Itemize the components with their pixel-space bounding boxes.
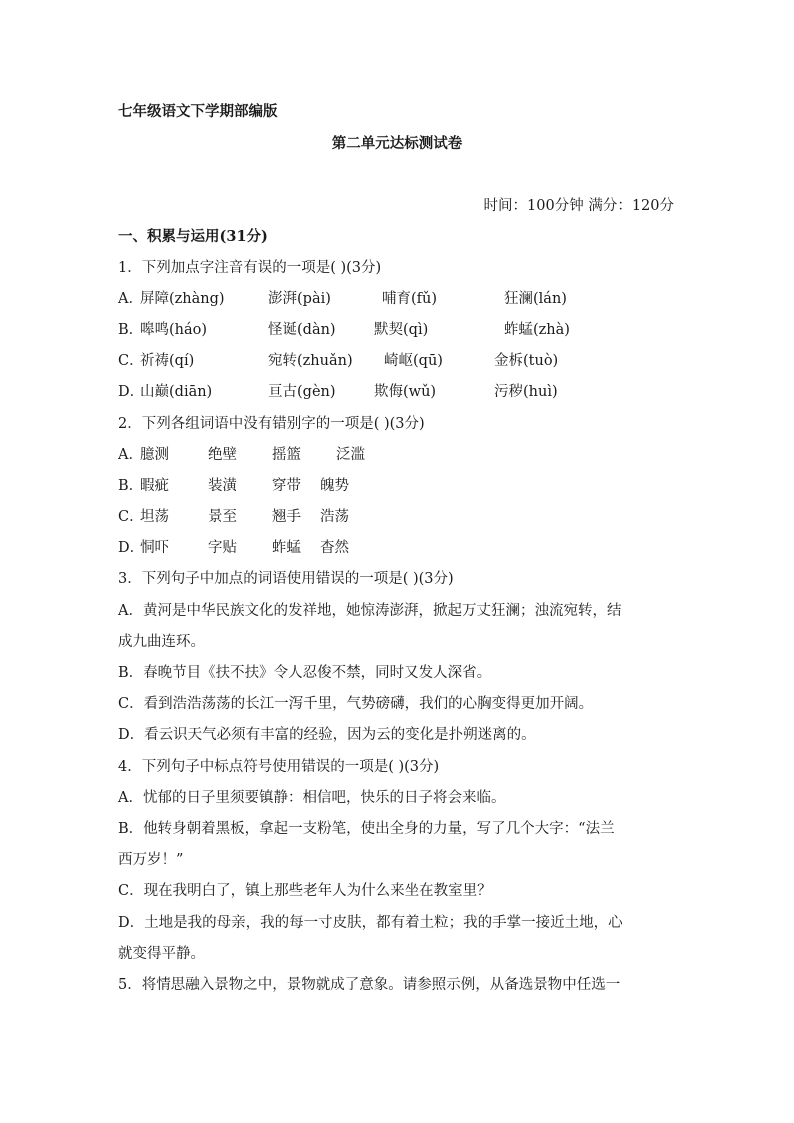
option-item: 欺侮(wǔ) [374, 384, 437, 400]
option-label: D． [118, 540, 145, 556]
option-item: 亘古(gèn) [268, 384, 336, 400]
q4-option-b-cont: 西万岁！” [118, 852, 184, 868]
q4-option-b: B．他转身朝着黑板，拿起一支粉笔，使出全身的力量，写了几个大字：“法兰 [118, 821, 615, 837]
option-item: 绝壁 [208, 447, 237, 463]
option-item: 哺育(fǔ) [382, 291, 438, 307]
option-item: 默契(qì) [374, 322, 429, 338]
option-item: 宛转(zhuǎn) [268, 353, 353, 369]
option-item: 杳然 [320, 540, 349, 556]
option-item: 狂澜(lán) [504, 291, 567, 307]
q4-option-c: C．现在我明白了，镇上那些老年人为什么来坐在教室里？ [118, 883, 492, 899]
option-item: 崎岖(qū) [384, 353, 443, 369]
option-label: B． [118, 322, 144, 338]
option-item: 澎湃(pài) [268, 291, 331, 307]
option-item: 屏障(zhàng) [140, 291, 225, 307]
option-item: 山巅(diān) [140, 384, 213, 400]
q3-option-a-cont: 成九曲连环。 [118, 634, 205, 650]
option-item: 祈祷(qí) [140, 353, 195, 369]
option-item: 穿带 [272, 478, 301, 494]
course-label: 七年级语文下学期部编版 [118, 103, 278, 120]
option-item: 字贴 [208, 540, 237, 556]
q4-option-a: A．忧郁的日子里须要镇静：相信吧，快乐的日子将会来临。 [118, 790, 506, 806]
option-item: 魄势 [320, 478, 349, 494]
q4-stem: 4．下列句子中标点符号使用错误的一项是( )(3分) [118, 759, 440, 775]
option-item: 蚱蜢 [272, 540, 301, 556]
option-label: A． [118, 447, 143, 463]
option-label: D． [118, 384, 145, 400]
q4-option-d-cont: 就变得平静。 [118, 946, 205, 962]
option-label: A． [118, 291, 143, 307]
option-label: C． [118, 353, 144, 369]
option-label: B． [118, 478, 144, 494]
option-item: 浩荡 [320, 509, 349, 525]
q4-option-d: D．土地是我的母亲，我的每一寸皮肤，都有着土粒；我的手掌一接近土地，心 [118, 915, 623, 931]
option-item: 污秽(huì) [494, 384, 558, 400]
option-item: 臆测 [140, 447, 169, 463]
option-item: 坦荡 [140, 509, 169, 525]
option-label: C． [118, 509, 144, 525]
section-heading: 一、积累与运用(31分) [118, 228, 268, 245]
q3-stem: 3．下列句子中加点的词语使用错误的一项是( )(3分) [118, 571, 454, 587]
option-item: 景至 [208, 509, 237, 525]
option-item: 嗥鸣(háo) [140, 322, 208, 338]
option-item: 翘手 [272, 509, 301, 525]
option-item: 装潢 [208, 478, 237, 494]
q3-option-c: C．看到浩浩荡荡的长江一泻千里，气势磅礴，我们的心胸变得更加开阔。 [118, 696, 594, 712]
option-item: 怪诞(dàn) [268, 322, 336, 338]
option-item: 恫吓 [140, 540, 169, 556]
q3-option-d: D．看云识天气必须有丰富的经验，因为云的变化是扑朔迷离的。 [118, 727, 536, 743]
q3-option-a: A．黄河是中华民族文化的发祥地，她惊涛澎湃，掀起万丈狂澜；浊流宛转，结 [118, 603, 622, 619]
option-item: 暇疵 [140, 478, 169, 494]
option-item: 蚱蜢(zhà) [504, 322, 570, 338]
q1-stem: 1．下列加点字注音有误的一项是( )(3分) [118, 260, 382, 276]
exam-title: 第二单元达标测试卷 [331, 135, 463, 152]
option-item: 金柝(tuò) [494, 353, 559, 369]
q2-stem: 2．下列各组词语中没有错别字的一项是( )(3分) [118, 416, 425, 432]
option-item: 泛滥 [336, 447, 365, 463]
q5-stem: 5．将情思融入景物之中，景物就成了意象。请参照示例，从备选景物中任选一 [118, 977, 621, 993]
option-item: 摇篮 [272, 447, 301, 463]
q3-option-b: B．春晚节目《扶不扶》令人忍俊不禁，同时又发人深省。 [118, 665, 492, 681]
exam-time-score: 时间：100分钟 满分：120分 [483, 198, 674, 214]
